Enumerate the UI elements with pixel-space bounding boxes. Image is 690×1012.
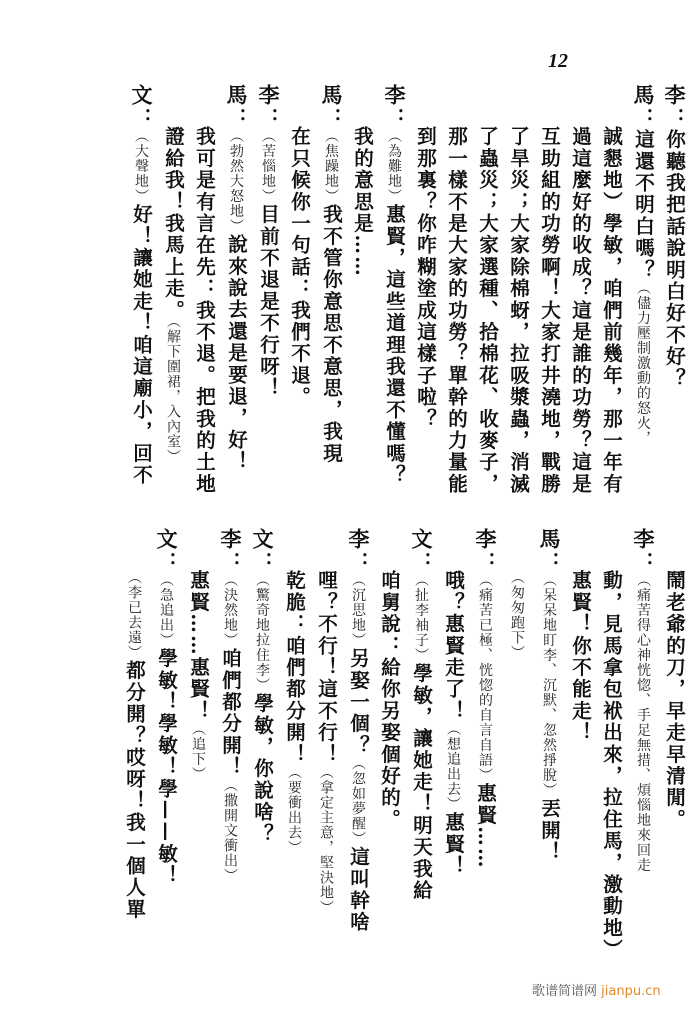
- speech-line: [378, 84, 410, 514]
- speaker-colon: ：: [130, 107, 153, 129]
- dialogue-text: 我的意思是……: [351, 126, 374, 278]
- continuation-line: [374, 528, 405, 958]
- continuation-line: [410, 84, 441, 514]
- continuation-line: [596, 84, 627, 514]
- dialogue-text: 說來說去還是要退，好！: [225, 233, 248, 473]
- speaker-label: 文: [129, 84, 154, 108]
- continuation-line: [189, 84, 220, 514]
- dialogue-text: 這叫幹啥: [347, 846, 370, 934]
- speaker-label: 馬: [631, 84, 656, 108]
- speaker-label: 馬: [319, 84, 344, 108]
- speech-line: [150, 528, 182, 958]
- speaker-colon: ：: [257, 107, 280, 129]
- continuation-line: [565, 84, 596, 514]
- dialogue-text: 乾脆：咱們都分開！: [283, 570, 306, 766]
- speech-line: [469, 528, 501, 958]
- speaker-label: 李: [218, 528, 243, 552]
- continuation-line: [157, 84, 189, 514]
- speech-line: [342, 528, 374, 958]
- dialogue-text: 了蟲災；大家選種、拾棉花、收麥子，: [476, 126, 499, 495]
- stage-direction: （驚奇地拉住李）: [254, 572, 270, 693]
- speaker-colon: ：: [474, 551, 497, 573]
- speaker-label: 李: [382, 84, 407, 108]
- continuation-line: [347, 84, 378, 514]
- dialogue-text: 都分開？哎呀！我一個人單: [123, 660, 146, 921]
- dialogue-text: 你聽我把話說明白好不好？: [663, 128, 686, 390]
- dialogue-text: 哦？惠賢走了！: [442, 570, 465, 722]
- stage-direction: （呆呆地盯李、沉默、忽然掙脫）: [541, 572, 557, 798]
- dialogue-text: 動，見馬拿包袱出來，拉住馬，激動地）: [600, 570, 623, 961]
- stage-direction: （苦惱地）: [260, 128, 276, 204]
- stage-direction: （李已去遠）: [126, 570, 142, 660]
- watermark-cn: 歌谱简谱网: [532, 984, 598, 999]
- continuation-line: [534, 84, 565, 514]
- stage-direction: （決然地）: [222, 572, 238, 648]
- dialogue-text: 學敏，讓她走！明天我給: [410, 662, 433, 902]
- dialogue-text: 我不管你意思不意思，我現: [320, 203, 343, 465]
- dialogue-text: 誠懇地）學敏，咱們前幾年，那一年有: [600, 126, 623, 495]
- stage-direction: （焦躁地）: [323, 128, 339, 204]
- dialogue-text: 我可是有言在先：我不退。把我的土地: [193, 126, 216, 495]
- page-number: 12: [548, 50, 568, 72]
- speaker-label: 馬: [537, 528, 562, 552]
- speech-line: [220, 84, 252, 514]
- dialogue-text: 惠賢……惠賢！: [187, 570, 210, 722]
- continuation-line: [501, 528, 533, 958]
- speech-line: [246, 528, 278, 958]
- speaker-colon: ：: [251, 551, 274, 573]
- dialogue-text: 咱舅說：給你另娶個好的。: [378, 570, 401, 831]
- speaker-label: 馬: [224, 84, 249, 108]
- dialogue-text: 惠賢！: [442, 811, 465, 878]
- continuation-line: [278, 528, 310, 958]
- speech-line: [125, 84, 157, 514]
- speaker-label: 文: [250, 528, 275, 552]
- stage-direction: （沉思地）: [350, 572, 366, 648]
- dialogue-text: 了旱災；大家除棉蚜，拉吸漿蟲，消滅: [507, 126, 530, 495]
- speech-line: [627, 528, 659, 958]
- dialogue-text: 咱們都分開！: [219, 647, 242, 779]
- dialogue-text: 惠賢……: [474, 782, 497, 870]
- dialogue-text: 鬧老爺的刀，早走早清閒。: [663, 570, 686, 831]
- dialogue-text: 過這麼好的收成？這是誰的功勞？這是: [569, 126, 592, 495]
- dialogue-text: 證給我！我馬上走。: [162, 126, 185, 322]
- dialogue-text: 那一樣不是大家的功勞？單幹的力量能: [445, 126, 468, 495]
- speaker-colon: ：: [155, 551, 178, 573]
- stage-direction: （為難地）: [386, 128, 402, 204]
- stage-direction: （想追出去）: [445, 721, 461, 812]
- continuation-line: [441, 84, 472, 514]
- speaker-label: 李: [256, 84, 281, 108]
- speaker-colon: ：: [225, 107, 248, 129]
- speech-line: [214, 528, 246, 958]
- dialogue-text: 互助組的功勞啊！大家打井澆地，戰勝: [538, 126, 561, 495]
- dialogue-text: 學敏，你說啥？: [251, 692, 274, 845]
- speaker-label: 李: [473, 528, 498, 552]
- continuation-line: [472, 84, 503, 514]
- continuation-line: [284, 84, 315, 514]
- dialogue-text: 好！讓她走！咱這廟小，回不: [130, 203, 153, 487]
- stage-direction: （要衝出去）: [286, 765, 302, 856]
- speaker-colon: ：: [632, 107, 655, 129]
- watermark: [532, 980, 661, 999]
- stage-direction: （急追出）: [158, 572, 174, 648]
- dialogue-text: 目前不退是不行呀！: [257, 203, 280, 400]
- speech-line: [627, 84, 659, 514]
- speaker-colon: ：: [632, 551, 655, 573]
- stage-direction: （扯李袖子）: [413, 572, 429, 663]
- speaker-colon: ：: [663, 107, 686, 129]
- top-dialogue-block: [50, 84, 690, 514]
- continuation-line: [182, 528, 214, 958]
- speaker-label: 李: [631, 528, 656, 552]
- stage-direction: （撒開文衝出）: [222, 778, 238, 884]
- speech-line: [533, 528, 565, 958]
- stage-direction: （忽如夢醒）: [350, 756, 366, 847]
- speaker-label: 文: [154, 528, 179, 552]
- watermark-en: jianpu.cn: [601, 984, 661, 999]
- speaker-label: 李: [662, 84, 687, 108]
- continuation-line: [118, 528, 150, 958]
- dialogue-text: 另娶一個？: [347, 647, 370, 757]
- speech-line: [405, 528, 437, 958]
- stage-direction: （痛苦得心神恍惚、手足無措、煩惱地來回走: [635, 572, 651, 873]
- bottom-dialogue-block: [50, 528, 690, 961]
- speaker-label: 李: [346, 528, 371, 552]
- stage-direction: （儘力壓制激動的怒火，: [635, 280, 651, 446]
- stage-direction: （解下圍裙，入內室）: [165, 321, 181, 465]
- speech-line: [659, 84, 690, 514]
- dialogue-text: 惠賢！你不能走！: [569, 570, 592, 744]
- dialogue-text: 哩？不行！這不行！: [315, 570, 338, 766]
- speaker-colon: ：: [347, 551, 370, 573]
- speaker-colon: ：: [320, 107, 343, 129]
- dialogue-text: 這還不明白嗎？: [632, 128, 655, 281]
- continuation-line: [437, 528, 469, 958]
- continuation-line: [659, 528, 690, 958]
- dialogue-text: 學敏！學敏！學——敏！: [155, 647, 178, 887]
- speaker-colon: ：: [410, 551, 433, 573]
- dialogue-text: 丟開！: [538, 797, 561, 864]
- stage-direction: （追下）: [190, 721, 206, 782]
- stage-direction: （拿定主意，堅決地）: [318, 765, 334, 916]
- continuation-line: [565, 528, 596, 958]
- speech-line: [315, 84, 347, 514]
- stage-direction: （痛苦已極、恍惚的自言自語）: [477, 572, 493, 783]
- speaker-label: 文: [409, 528, 434, 552]
- dialogue-text: 在只候你一句話：我們不退。: [288, 126, 311, 409]
- dialogue-text: 到那裏？你咋糊塗成這樣子啦？: [414, 126, 437, 430]
- speaker-colon: ：: [383, 107, 406, 129]
- stage-direction: （大聲地）: [133, 128, 149, 204]
- continuation-line: [596, 528, 627, 961]
- stage-direction: （勃然大怒地）: [228, 128, 244, 234]
- speaker-colon: ：: [219, 551, 242, 573]
- continuation-line: [310, 528, 342, 958]
- dialogue-text: 惠賢，這些道理我還不懂嗎？: [383, 203, 406, 487]
- continuation-line: [503, 84, 534, 514]
- stage-direction: （匆匆跑下）: [509, 570, 525, 660]
- speaker-colon: ：: [538, 551, 561, 573]
- speech-line: [252, 84, 284, 514]
